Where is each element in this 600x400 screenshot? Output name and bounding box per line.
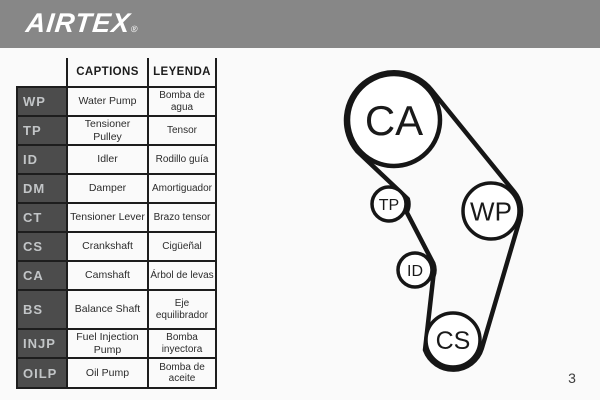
timing-belt-diagram: [330, 50, 600, 400]
leyenda-cell: Árbol de levas: [148, 261, 216, 290]
pulley-label-wp: WP: [470, 196, 512, 227]
caption-cell: Fuel Injection Pump: [67, 329, 148, 358]
legend-table-container: [16, 58, 217, 389]
table-row: [17, 329, 216, 358]
abbr-cell: DM: [17, 174, 67, 203]
table-row: [17, 290, 216, 329]
caption-cell: Oil Pump: [67, 358, 148, 388]
table-row: [17, 116, 216, 145]
pulley-label-id: ID: [407, 262, 423, 280]
caption-cell: Camshaft: [67, 261, 148, 290]
abbr-cell: CT: [17, 203, 67, 232]
caption-cell: Water Pump: [67, 87, 148, 116]
abbr-cell: BS: [17, 290, 67, 329]
airtex-logo-text: AIRTEX: [24, 8, 133, 38]
leyenda-cell: Eje equilibrador: [148, 290, 216, 329]
leyenda-cell: Tensor: [148, 116, 216, 145]
abbr-cell: WP: [17, 87, 67, 116]
brand-bar: [0, 0, 600, 48]
pulley-label-tp: TP: [378, 196, 400, 214]
abbr-cell: ID: [17, 145, 67, 174]
caption-cell: Crankshaft: [67, 232, 148, 261]
table-row: [17, 232, 216, 261]
registered-mark: ®: [130, 24, 140, 34]
abbr-cell: TP: [17, 116, 67, 145]
abbr-cell: CS: [17, 232, 67, 261]
pulley-label-ca: CA: [364, 97, 424, 145]
header-row: [17, 58, 216, 87]
leyenda-cell: Bomba inyectora: [148, 329, 216, 358]
abbr-cell: CA: [17, 261, 67, 290]
airtex-logo: [24, 8, 140, 39]
caption-cell: Idler: [67, 145, 148, 174]
leyenda-header: LEYENDA: [148, 58, 216, 87]
abbr-cell: OILP: [17, 358, 67, 388]
caption-cell: Damper: [67, 174, 148, 203]
leyenda-cell: Brazo tensor: [148, 203, 216, 232]
captions-header: CAPTIONS: [67, 58, 148, 87]
table-row: [17, 174, 216, 203]
page-number: 3: [568, 370, 576, 386]
leyenda-cell: Rodillo guía: [148, 145, 216, 174]
pulley-label-cs: CS: [435, 327, 471, 355]
caption-cell: Balance Shaft: [67, 290, 148, 329]
table-row: [17, 87, 216, 116]
corner-cell: [17, 58, 67, 87]
leyenda-cell: Bomba de agua: [148, 87, 216, 116]
table-row: [17, 203, 216, 232]
table-row: [17, 358, 216, 388]
leyenda-cell: Cigüeñal: [148, 232, 216, 261]
caption-cell: Tensioner Lever: [67, 203, 148, 232]
table-row: [17, 145, 216, 174]
legend-table: [16, 58, 217, 389]
leyenda-cell: Bomba de aceite: [148, 358, 216, 388]
leyenda-cell: Amortiguador: [148, 174, 216, 203]
abbr-cell: INJP: [17, 329, 67, 358]
caption-cell: Tensioner Pulley: [67, 116, 148, 145]
table-row: [17, 261, 216, 290]
